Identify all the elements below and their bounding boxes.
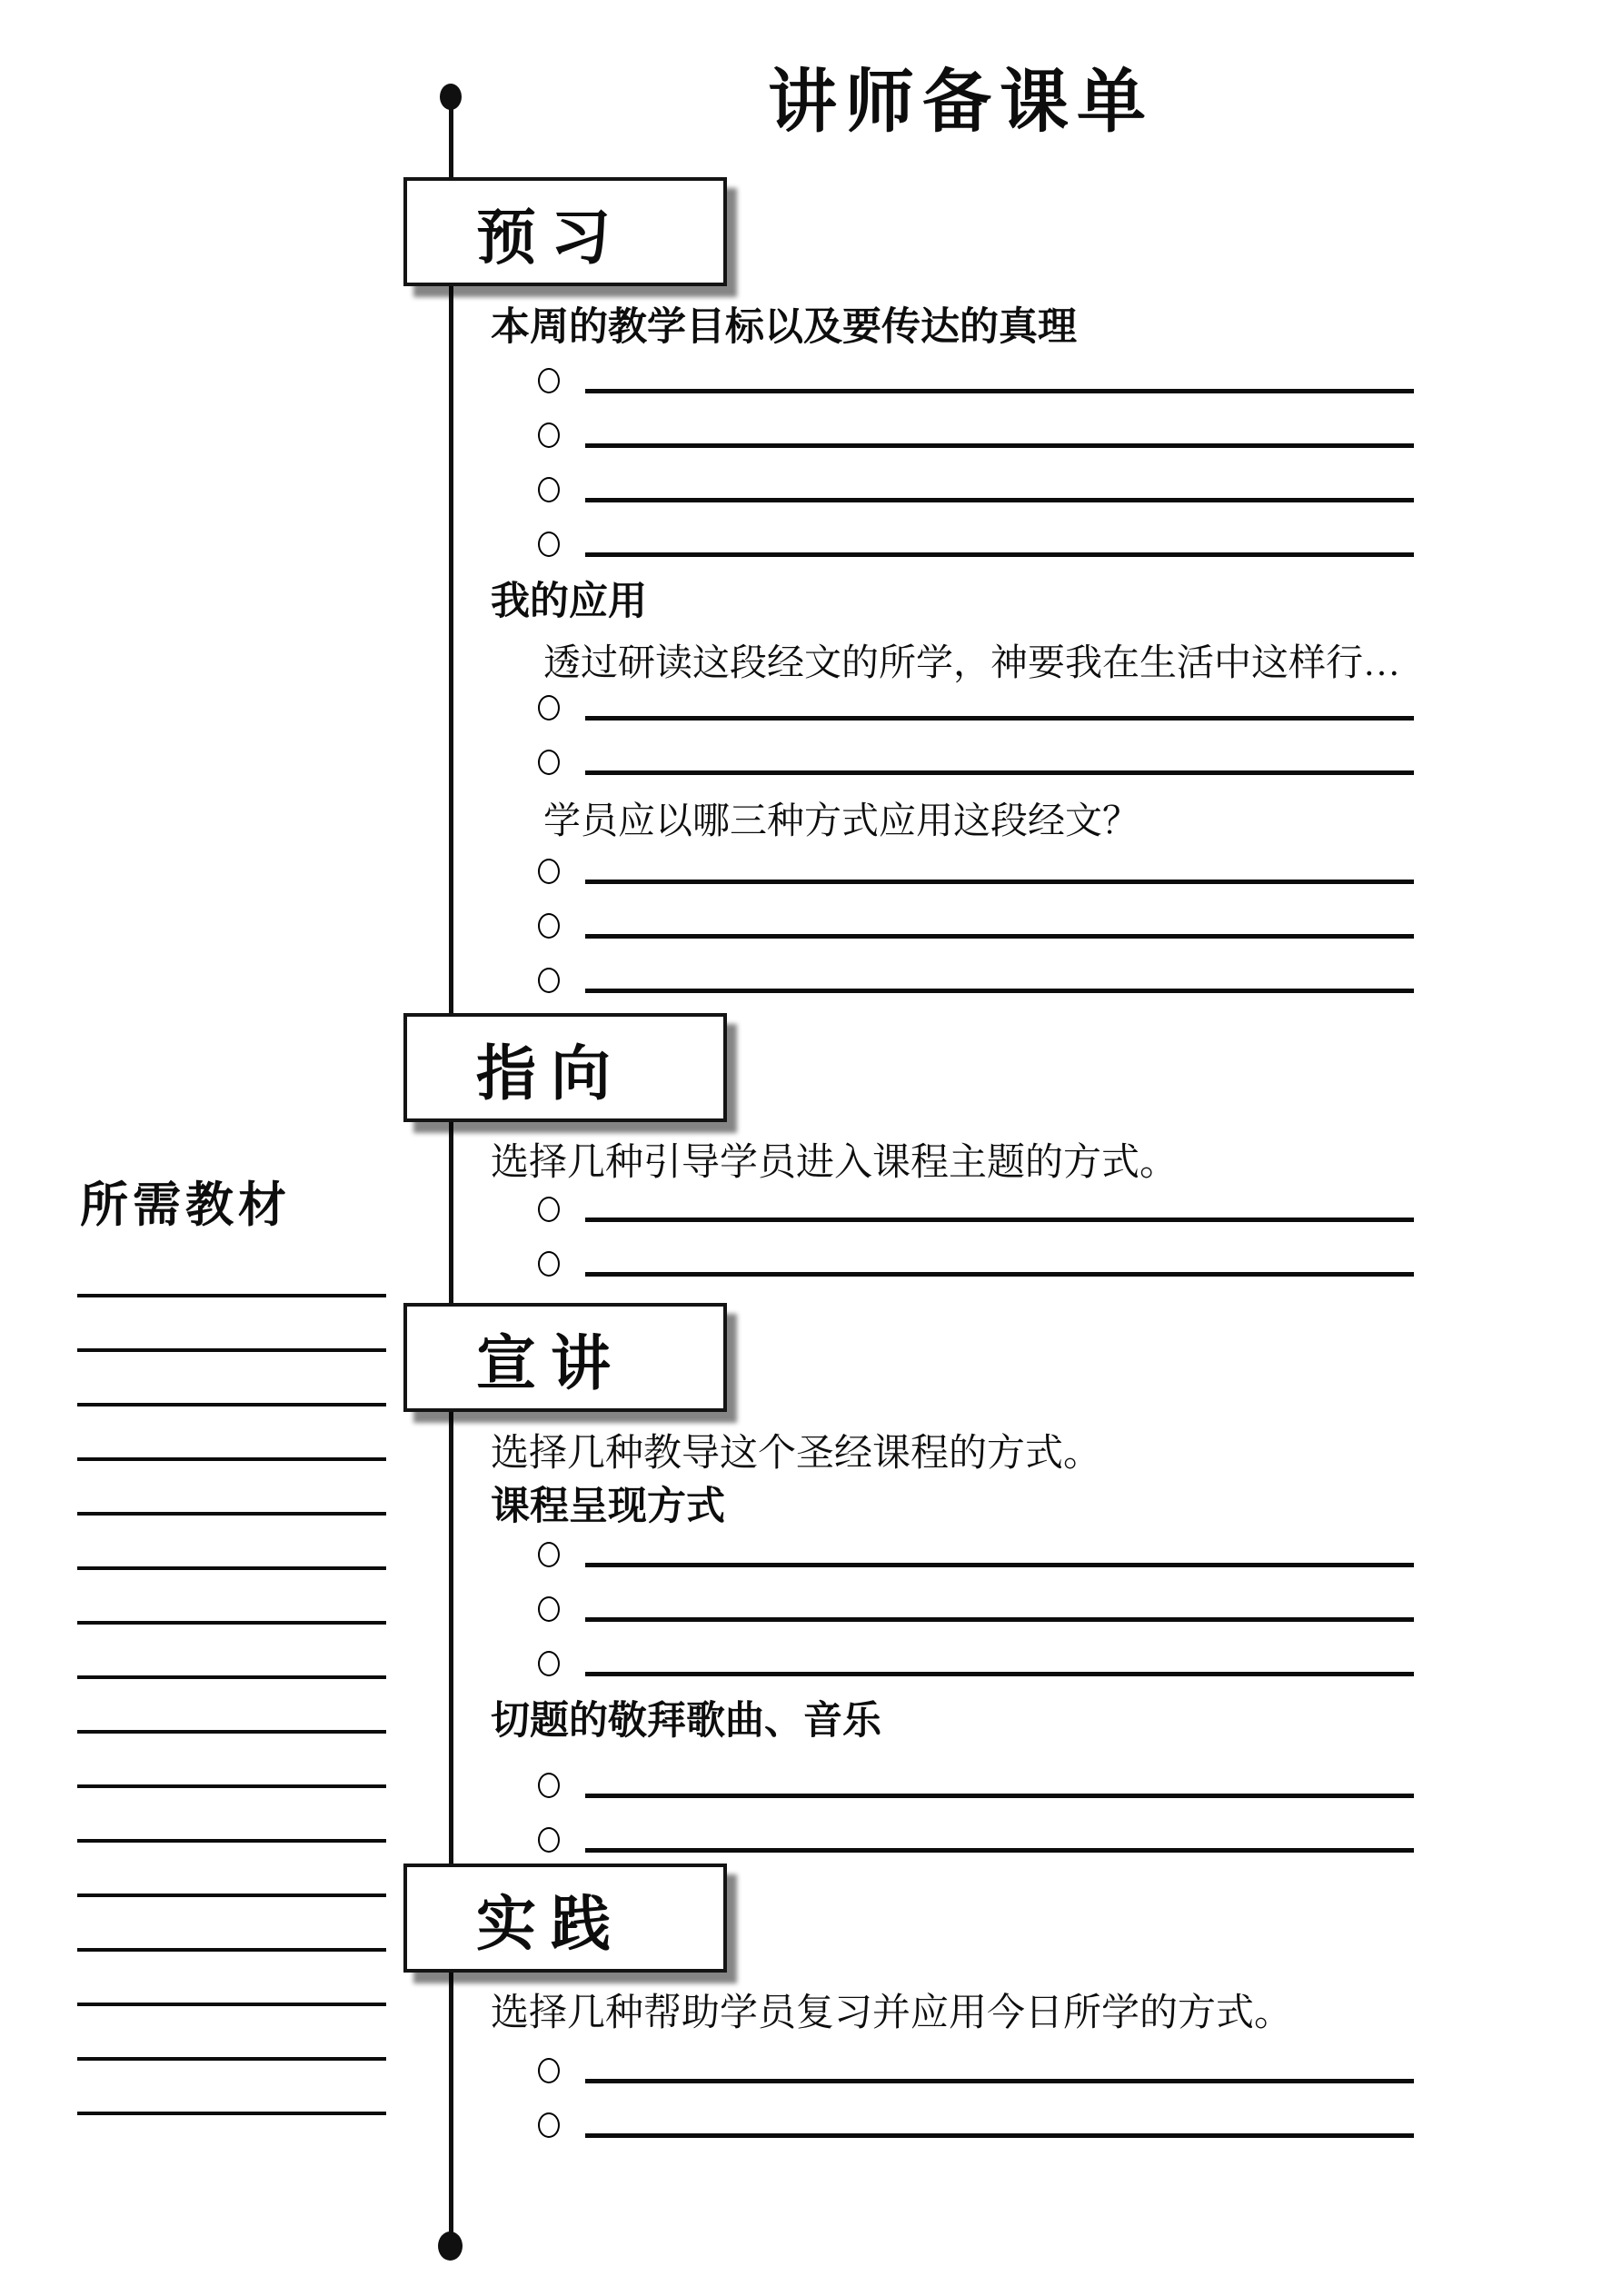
section-label-direction: 指向 xyxy=(476,1037,625,1108)
proclaim-instruction: 选择几种教导这个圣经课程的方式。 xyxy=(491,1433,1102,1475)
bullet-circle-icon xyxy=(538,968,560,993)
personal-blank-group xyxy=(538,689,1414,798)
materials-fill-in-line[interactable] xyxy=(77,1621,386,1625)
section-box-proclaim xyxy=(403,1303,727,1412)
fill-in-line[interactable] xyxy=(585,1585,1414,1622)
fill-in-line[interactable] xyxy=(585,1816,1414,1853)
fill-in-line[interactable] xyxy=(585,739,1414,775)
section-box-preview xyxy=(403,177,727,286)
bullet-circle-icon xyxy=(538,859,560,884)
materials-fill-in-line[interactable] xyxy=(77,2112,386,2115)
fill-in-line[interactable] xyxy=(585,521,1414,557)
note-student-application: 学员应以哪三种方式应用这段经文？ xyxy=(543,800,1139,841)
section-box-direction xyxy=(403,1013,727,1122)
bullet-row xyxy=(538,416,1414,448)
bullet-row xyxy=(538,1245,1414,1277)
bullet-circle-icon xyxy=(538,695,560,721)
fill-in-line[interactable] xyxy=(585,1240,1414,1277)
fill-in-line[interactable] xyxy=(585,848,1414,884)
page-title: 讲师备课单 xyxy=(768,61,1154,142)
practice-instruction: 选择几种帮助学员复习并应用今日所学的方式。 xyxy=(491,1993,1293,2034)
bullet-row xyxy=(538,1766,1414,1798)
bullet-row xyxy=(538,471,1414,502)
bullet-circle-icon xyxy=(538,422,560,448)
practice-blank-group xyxy=(538,2052,1414,2161)
fill-in-line[interactable] xyxy=(585,1762,1414,1798)
section-label-practice: 实践 xyxy=(476,1887,625,1959)
bullet-row xyxy=(538,1190,1414,1222)
bullet-row xyxy=(538,689,1414,721)
direction-instruction: 选择几种引导学员进入课程主题的方式。 xyxy=(491,1142,1179,1184)
heading-weekly-goals: 本周的教学目标以及要传达的真理 xyxy=(491,306,1077,349)
bullet-circle-icon xyxy=(538,1542,560,1567)
bullet-circle-icon xyxy=(538,1651,560,1676)
timeline-top-dot-icon xyxy=(440,84,462,110)
fill-in-line[interactable] xyxy=(585,2102,1414,2138)
bullet-row xyxy=(538,525,1414,557)
fill-in-line[interactable] xyxy=(585,412,1414,448)
bullet-circle-icon xyxy=(538,750,560,775)
bullet-row xyxy=(538,1645,1414,1676)
section-box-practice xyxy=(403,1864,727,1973)
fill-in-line[interactable] xyxy=(585,902,1414,939)
direction-blank-group xyxy=(538,1190,1414,1299)
materials-fill-in-line[interactable] xyxy=(77,1784,386,1788)
materials-fill-in-line[interactable] xyxy=(77,1839,386,1843)
materials-fill-in-line[interactable] xyxy=(77,2057,386,2061)
bullet-row xyxy=(538,743,1414,775)
bullet-row xyxy=(538,961,1414,993)
bullet-circle-icon xyxy=(538,1197,560,1222)
bullet-circle-icon xyxy=(538,913,560,939)
fill-in-line[interactable] xyxy=(585,684,1414,721)
heading-presentation-methods: 课程呈现方式 xyxy=(491,1486,725,1528)
materials-fill-in-line[interactable] xyxy=(77,1566,386,1570)
bullet-circle-icon xyxy=(538,1773,560,1798)
fill-in-line[interactable] xyxy=(585,1186,1414,1222)
bullet-circle-icon xyxy=(538,368,560,393)
heading-worship-songs: 切题的敬拜歌曲、音乐 xyxy=(491,1700,881,1743)
note-personal-application: 透过研读这段经文的所学，神要我在生活中这样行… xyxy=(543,641,1400,683)
fill-in-line[interactable] xyxy=(585,957,1414,993)
students-blank-group xyxy=(538,852,1414,1016)
bullet-circle-icon xyxy=(538,2112,560,2138)
heading-my-application: 我的应用 xyxy=(491,581,647,623)
materials-blank-lines xyxy=(77,1294,386,2166)
bullet-circle-icon xyxy=(538,2058,560,2083)
section-label-preview: 预习 xyxy=(476,201,625,273)
materials-fill-in-line[interactable] xyxy=(77,1948,386,1952)
goals-blank-group xyxy=(538,362,1414,580)
materials-fill-in-line[interactable] xyxy=(77,1403,386,1406)
fill-in-line[interactable] xyxy=(585,2047,1414,2083)
bullet-row xyxy=(538,1590,1414,1622)
section-label-proclaim: 宣讲 xyxy=(476,1327,625,1398)
bullet-row xyxy=(538,852,1414,884)
bullet-row xyxy=(538,1821,1414,1853)
materials-fill-in-line[interactable] xyxy=(77,1457,386,1461)
bullet-row xyxy=(538,362,1414,393)
bullet-row xyxy=(538,2106,1414,2138)
bullet-circle-icon xyxy=(538,1827,560,1853)
fill-in-line[interactable] xyxy=(585,357,1414,393)
worship-blank-group xyxy=(538,1766,1414,1875)
bullet-circle-icon xyxy=(538,532,560,557)
fill-in-line[interactable] xyxy=(585,466,1414,502)
bullet-circle-icon xyxy=(538,1251,560,1277)
bullet-circle-icon xyxy=(538,477,560,502)
timeline-bottom-dot-icon xyxy=(438,2231,463,2261)
materials-fill-in-line[interactable] xyxy=(77,2003,386,2006)
fill-in-line[interactable] xyxy=(585,1640,1414,1676)
bullet-row xyxy=(538,907,1414,939)
materials-title: 所需教材 xyxy=(80,1177,291,1233)
materials-fill-in-line[interactable] xyxy=(77,1730,386,1734)
materials-fill-in-line[interactable] xyxy=(77,1294,386,1297)
bullet-circle-icon xyxy=(538,1596,560,1622)
materials-fill-in-line[interactable] xyxy=(77,1675,386,1679)
fill-in-line[interactable] xyxy=(585,1531,1414,1567)
bullet-row xyxy=(538,1536,1414,1567)
materials-fill-in-line[interactable] xyxy=(77,1512,386,1516)
bullet-row xyxy=(538,2052,1414,2083)
materials-fill-in-line[interactable] xyxy=(77,1893,386,1897)
presentation-blank-group xyxy=(538,1536,1414,1699)
materials-fill-in-line[interactable] xyxy=(77,1348,386,1352)
